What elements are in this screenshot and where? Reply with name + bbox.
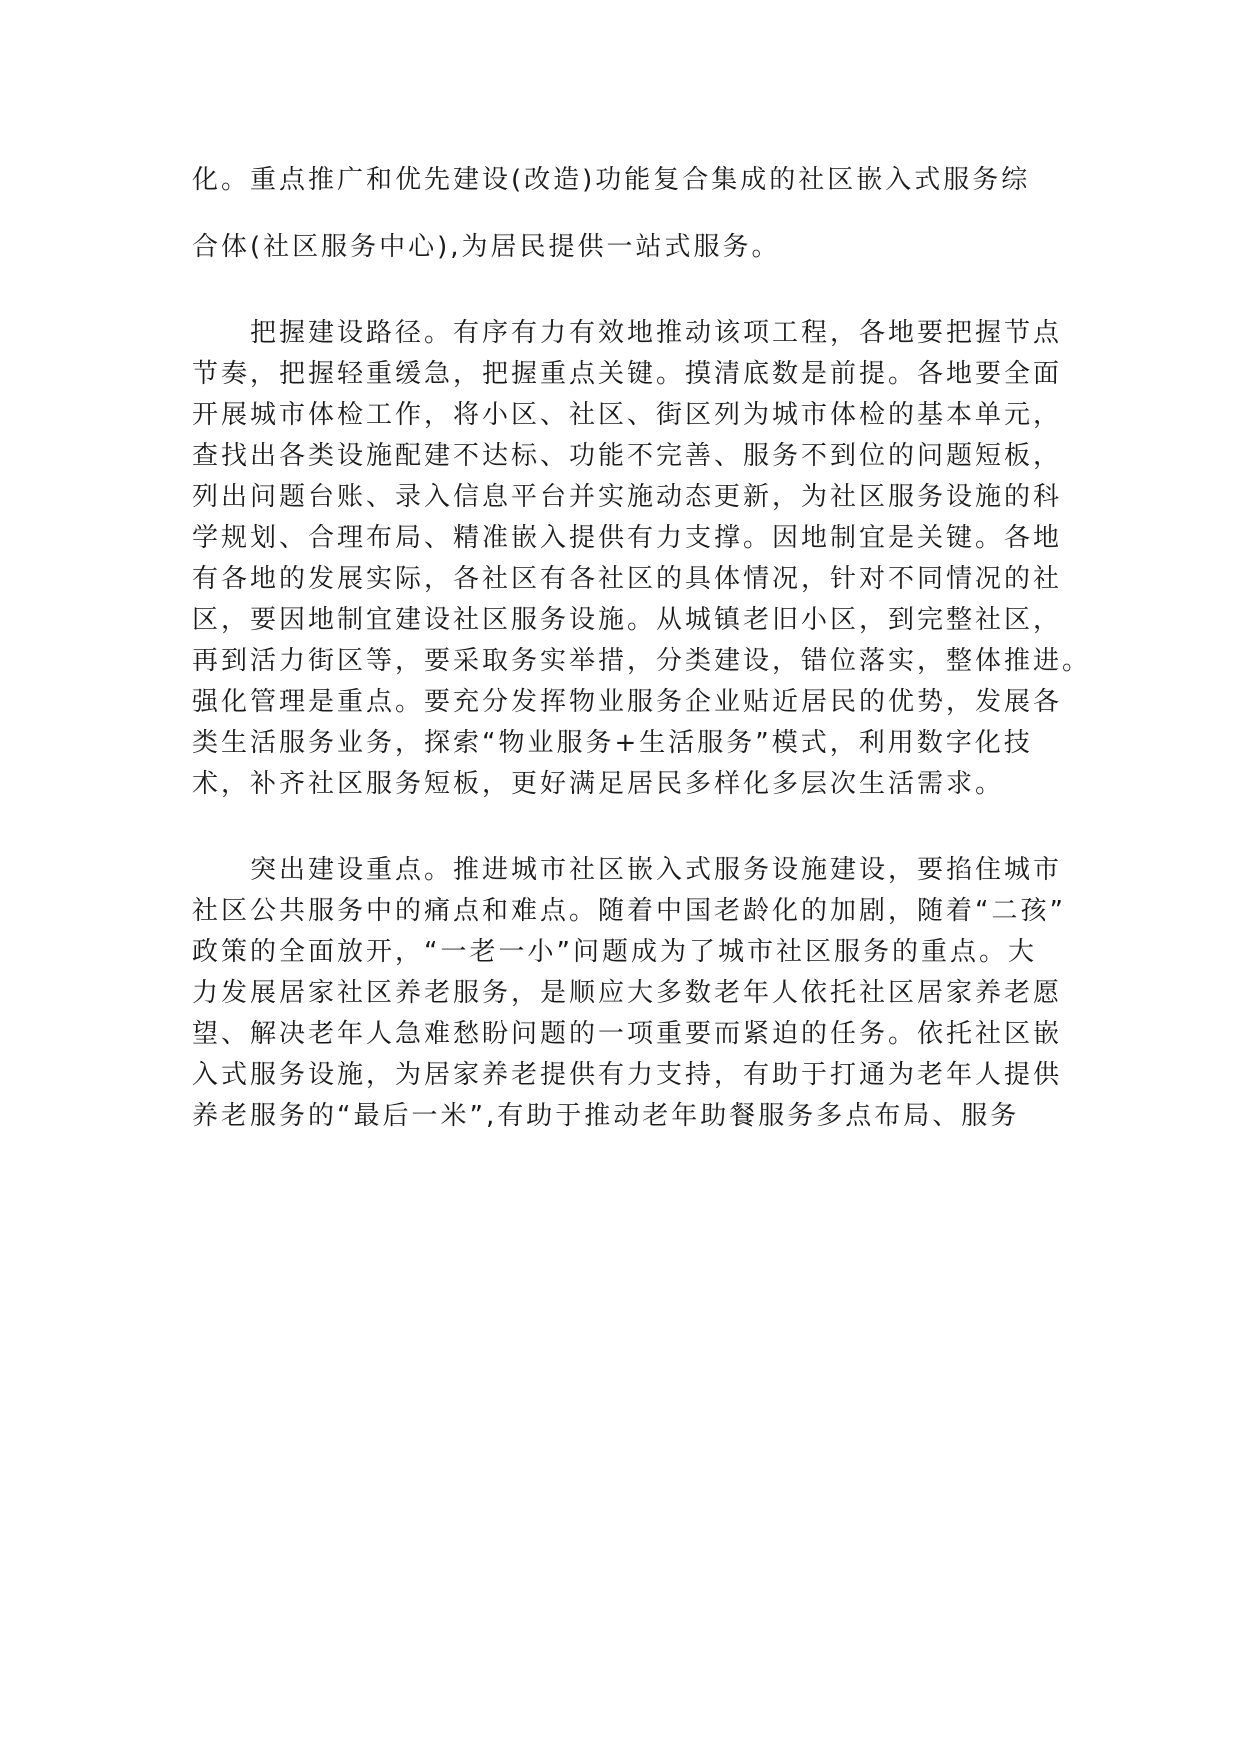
text-line: 把握建设路径。有序有力有效地推动该项工程，各地要把握节点 [192,318,1063,348]
text-line: 望、解决老年人急难愁盼问题的一项重要而紧迫的任务。依托社区嵌 [192,1019,1063,1049]
text-line: 查找出各类设施配建不达标、功能不完善、服务不到位的问题短板， [192,441,1063,471]
text-line: 再到活力街区等，要采取务实举措，分类建设，错位落实，整体推进。 [192,646,1092,676]
text-line: 养老服务的“最后一米”,有助于推动老年助餐服务多点布局、服务 [192,1101,1020,1131]
text-line: 开展城市体检工作，将小区、社区、街区列为城市体检的基本单元， [192,400,1063,430]
text-line: 社区公共服务中的痛点和难点。随着中国老龄化的加剧，随着“二孩” [192,896,1066,926]
text-line: 节奏，把握轻重缓急，把握重点关键。摸清底数是前提。各地要全面 [192,359,1063,389]
text-line: 学规划、合理布局、精准嵌入提供有力支撑。因地制宜是关键。各地 [192,523,1063,553]
text-line: 术，补齐社区服务短板，更好满足居民多样化多层次生活需求。 [192,769,1005,799]
text-line: 有各地的发展实际，各社区有各社区的具体情况，针对不同情况的社 [192,564,1063,594]
text-line: 区，要因地制宜建设社区服务设施。从城镇老旧小区，到完整社区， [192,605,1063,635]
text-line: 化。重点推广和优先建设(改造)功能复合集成的社区嵌入式服务综 [192,165,1031,195]
text-line: 类生活服务业务，探索“物业服务+生活服务”模式，利用数字化技 [192,728,1033,758]
text-line: 突出建设重点。推进城市社区嵌入式服务设施建设，要掐住城市 [192,855,1063,885]
text-line: 政策的全面放开，“一老一小”问题成为了城市社区服务的重点。大 [192,937,1037,967]
text-line: 入式服务设施，为居家养老提供有力支持，有助于打通为老年人提供 [192,1060,1063,1090]
text-line: 合体(社区服务中心),为居民提供一站式服务。 [192,232,781,262]
text-line: 力发展居家社区养老服务，是顺应大多数老年人依托社区居家养老愿 [192,978,1063,1008]
text-line: 强化管理是重点。要充分发挥物业服务企业贴近居民的优势，发展各 [192,687,1063,717]
text-line: 列出问题台账、录入信息平台并实施动态更新，为社区服务设施的科 [192,482,1063,512]
